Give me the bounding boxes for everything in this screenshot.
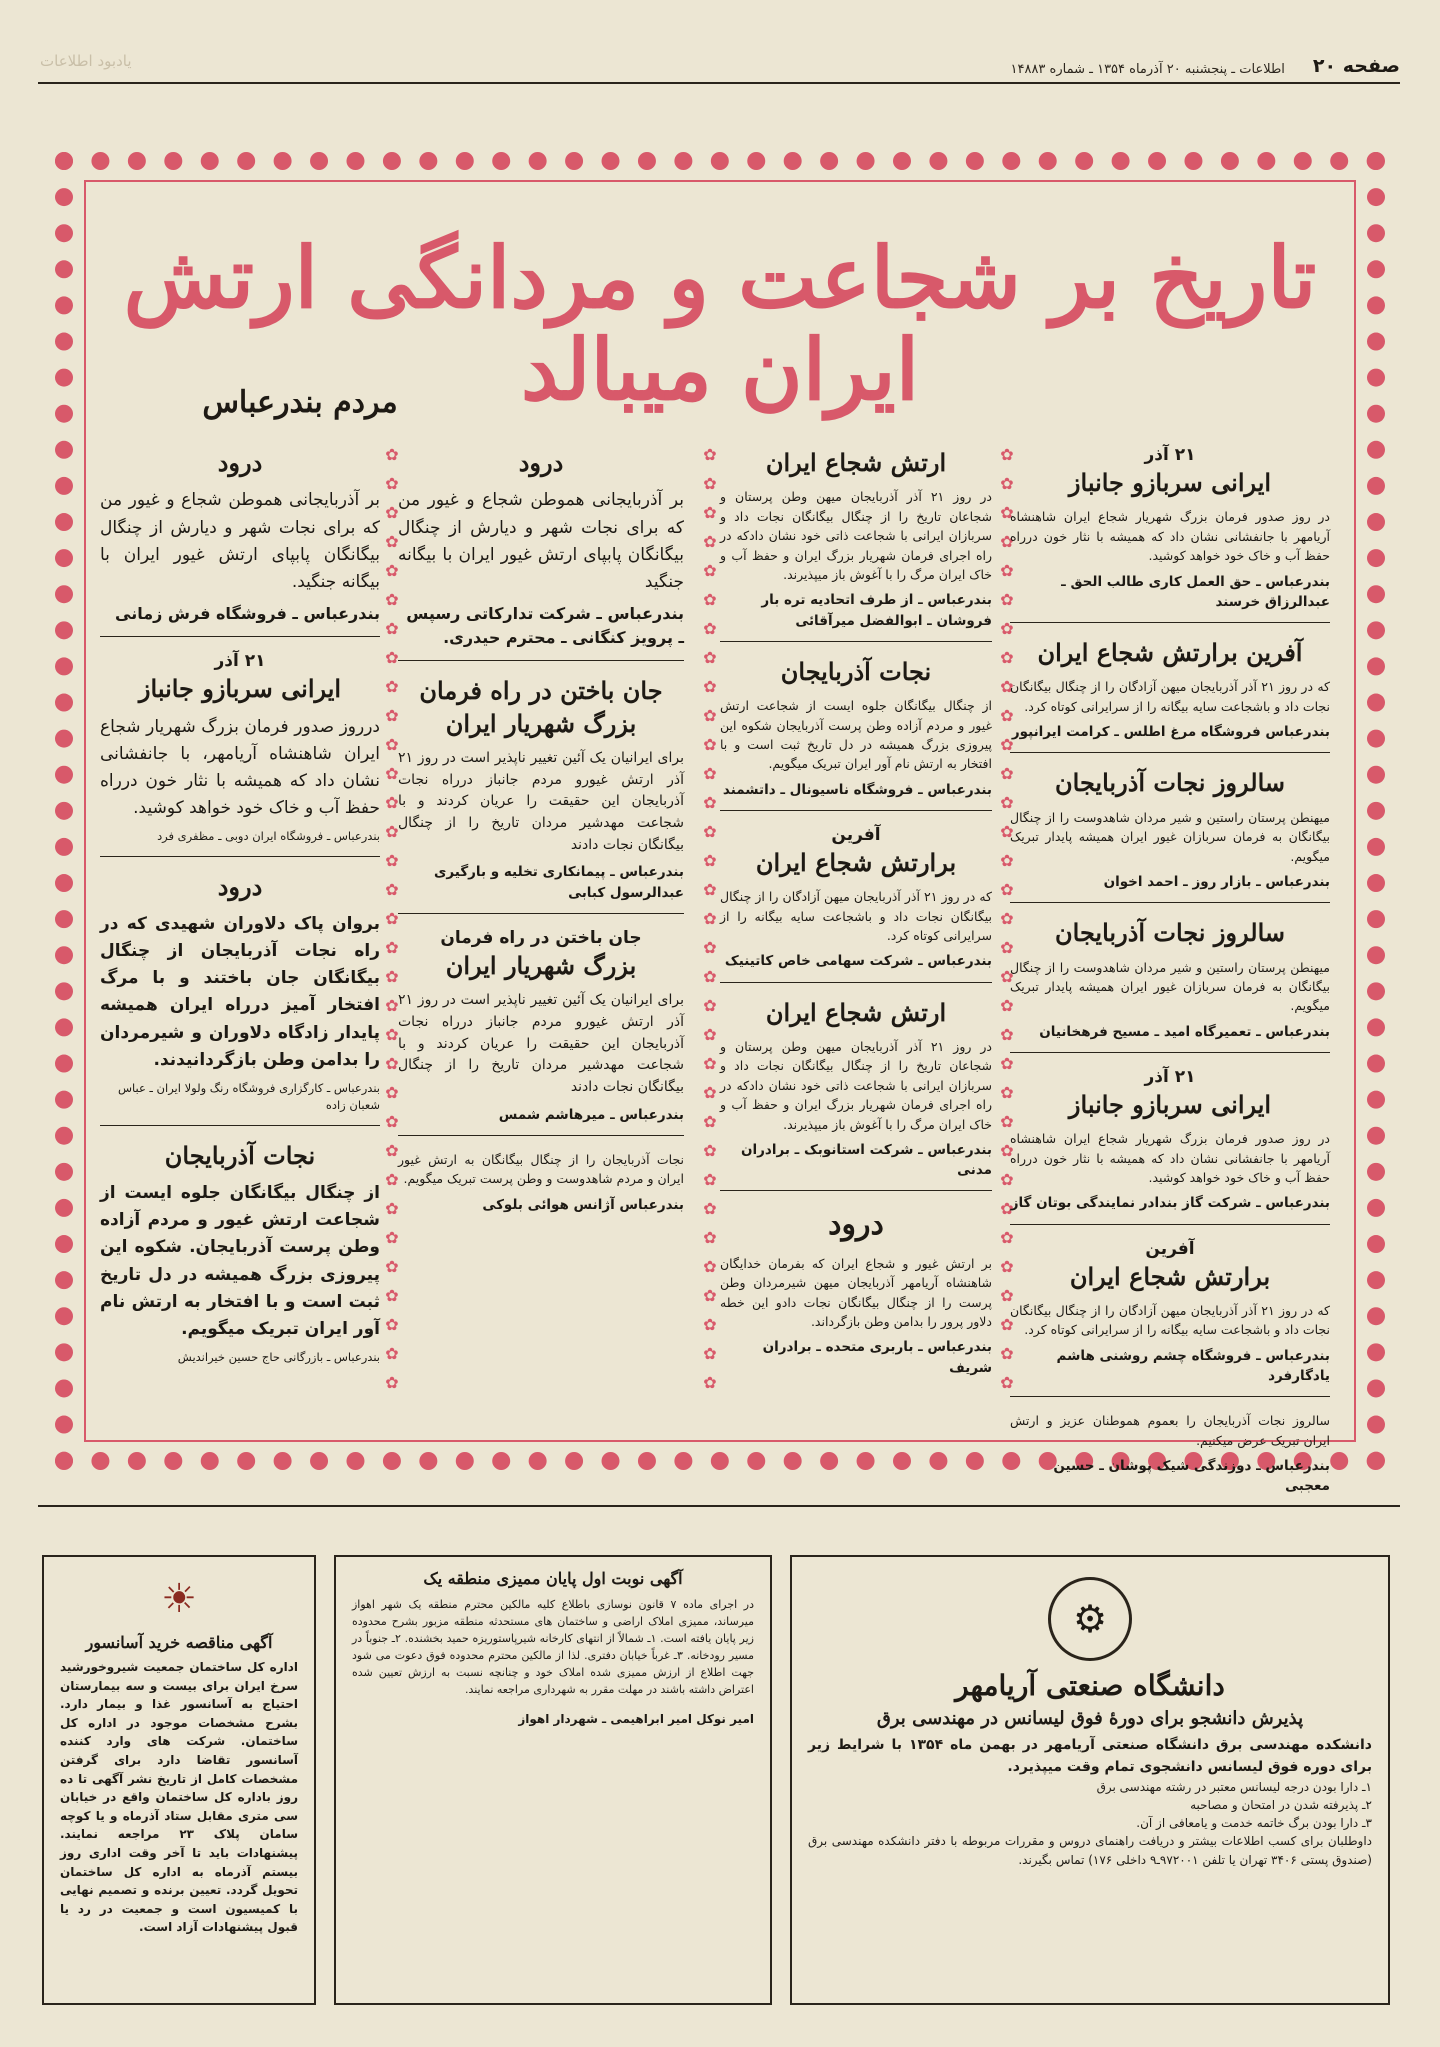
ad-signature: بندرعباس ـ میرهاشم شمس	[498, 1106, 684, 1123]
ad-body: برای ایرانیان یک آئین تغییر ناپذیر است در روز ۲۱ آذر ارتش غیورو مردم جانباز درراه نجات آذربایجان این حقیقت را عریان کردند و با شجاعت مهدشیر مردان تاریخ را از چنگال بیگانگان نجات دادند	[398, 992, 684, 1095]
ad	[398, 1150, 684, 1225]
condition-item: ۳ـ دارا بودن برگ خاتمه خدمت و یامعافی از آن.	[1136, 1816, 1372, 1831]
ad-title: نجات آذربایجان	[164, 1140, 316, 1170]
ad	[100, 447, 380, 637]
ad-body: از چنگال بیگانگان جلوه ایست از شجاعت ارتش غیور و مردم آزاده وطن پرست آذربایجان شکوه این پیروزی بزرگ همیشه در دل تاریخ ثبت است و با افتخار به ارتش نام آور ایران تبریک میگویم.	[720, 698, 992, 772]
ad	[1010, 1239, 1330, 1398]
ad	[1010, 767, 1330, 903]
ad-signature: بندرعباس ـ شرکت گاز بندادر نمایندگی بوتان گاز	[1010, 1195, 1330, 1212]
ad-body: بروان پاک دلاوران شهیدی که در راه نجات آذربایجان از چنگال بیگانگان جان باختند و با مرگ افتخار آمیز درراه ایران همیشه پایدار زادگاه دلاوران و شیرمردان را بدامن وطن بازگردانیدند.	[100, 913, 380, 1070]
ad-title: ایرانی سربازو جانباز	[138, 674, 342, 704]
ad	[1010, 1067, 1330, 1225]
ad-signature: بندرعباس ـ پیمانکاری تخلیه و بارگیری عبدالرسول کبابی	[434, 864, 684, 901]
university-name: دانشگاه صنعتی آریامهر	[955, 1669, 1225, 1702]
ad	[720, 656, 992, 811]
section-divider	[38, 1505, 1400, 1507]
star-separator: ✿ ✿ ✿ ✿ ✿ ✿ ✿ ✿ ✿ ✿ ✿ ✿ ✿ ✿ ✿ ✿ ✿ ✿ ✿ ✿ ✿ ✿ ✿ ✿ ✿ ✿ ✿ ✿ ✿ ✿ ✿ ✿ ✿	[385, 445, 399, 1392]
ad-signature: بندرعباس ـ باربری متحده ـ برادران شریف	[762, 1339, 992, 1376]
ad-title: ارتش شجاع ایران	[765, 997, 947, 1027]
ghost-text: یادبود اطلاعات	[40, 52, 132, 70]
ad-body: نجات آذربایجان را از چنگال بیگانگان به ارتش غیور ایران و مردم شاهدوست و وطن پرست تبریک میگویم.	[398, 1151, 684, 1187]
ad	[720, 997, 992, 1192]
lion-and-sun-icon: ☀	[161, 1576, 197, 1622]
star-separator: ✿ ✿ ✿ ✿ ✿ ✿ ✿ ✿ ✿ ✿ ✿ ✿ ✿ ✿ ✿ ✿ ✿ ✿ ✿ ✿ ✿ ✿ ✿ ✿ ✿ ✿ ✿ ✿ ✿ ✿ ✿ ✿ ✿	[703, 445, 717, 1392]
ad-body: که در روز ۲۱ آذر آذربایجان میهن آزادگان را از چنگال بیگانگان نجات داد و باشجاعت سایه بیگانه را از سرایرانی کوتاه کرد.	[1010, 679, 1330, 714]
ad-title: ایرانی سربازو جانباز	[1068, 1089, 1272, 1119]
ad-signature: بندرعباس ـ حق العمل کاری طالب الحق ـ عبدالرزاق خرسند	[1061, 573, 1330, 610]
ad-pretitle: ۲۱ آذر	[1144, 445, 1196, 465]
ad-signature: بندرعباس آژانس هوائی بلوکی	[482, 1196, 684, 1213]
ad-title: برارتش شجاع ایران	[1069, 1261, 1271, 1291]
ad-body: در روز ۲۱ آذر آذربایجان میهن وطن پرستان و شجاعان تاریخ را از چنگال بیگانگان نجات داد و سربازان ایرانی با شجاعت ذاتی خود نشان دادکه در راه اجرای فرمان شهریار بزرگ ایران و حفظ آب و خاک ایران مرگ را با آغوش باز میپذیرند.	[720, 1039, 992, 1132]
condition-item: ۲ـ پذیرفته شدن در امتحان و مصاحبه	[1190, 1798, 1372, 1813]
ad-body: برای ایرانیان یک آئین تغییر ناپذیر است در روز ۲۱ آذر ارتش غیورو مردم جانباز درراه نجات آذربایجان این حقیقت را عریان کردند و با شجاعت مهدشیر مردان تاریخ را از چنگال بیگانگان نجات دادند	[398, 749, 684, 853]
ad-pretitle: جان باختن در راه فرمان	[440, 927, 642, 948]
ad	[1010, 1411, 1330, 1506]
ad-signature: بندرعباس ـ شرکت سهامی خاص کاتینیک	[724, 953, 992, 970]
people-line: مردم بندرعباس	[202, 385, 398, 420]
ad-signature: بندرعباس ـ تعمیرگاه امید ـ مسیح فرهخانیان	[1039, 1023, 1330, 1040]
tender-title: آگهی مناقصه خرید آسانسور	[85, 1633, 273, 1652]
ad	[720, 1205, 992, 1388]
university-footer: داوطلبان برای کسب اطلاعات بیشتر و دریافت راهنمای دروس و مقررات مربوطه با دفتر دانشکده مهندسی برق (صندوق پستی ۳۴۰۶ تهران یا تلفن ۹۷۲۰۰۱ـ۹ داخلی ۱۷۶) تماس بگیرند.	[808, 1834, 1372, 1867]
ad-title: سالروز نجات آذربایجان	[1055, 768, 1285, 798]
ad-body: بر آذربایجانی هموطن شجاع و غیور من که برای نجات شهر و دیارش از چنگال بیگانگان پابپای ارتش غیور ایران با بیگانه جنگید	[398, 490, 684, 592]
ad	[100, 1140, 380, 1377]
ad	[100, 651, 380, 856]
ad-title: درود	[217, 871, 263, 901]
ad-body: سالروز نجات آذربایجان را بعموم هموطنان عزیز و ارتش ایران تبریک عرض میکنیم.	[1010, 1413, 1330, 1448]
ad-body: از چنگال بیگانگان جلوه ایست از شجاعت ارتش غیور و مردم آزاده وطن پرست آذربایجان. شکوه این پیروزی بزرگ همیشه در دل تاریخ ثبت است و با افتخار به ارتش نام آور ایران تبریک میگویم.	[100, 1182, 380, 1339]
ad-signature: بندرعباس ـ فروشگاه ناسیونال ـ داتشمند	[722, 781, 992, 798]
ad-pretitle: آفرین	[831, 824, 881, 845]
elevator-tender	[42, 1555, 316, 2005]
ad-title: سالروز نجات آذربایجان	[1055, 918, 1285, 948]
issue-info: اطلاعات ـ پنجشنبه ۲۰ آذرماه ۱۳۵۴ ـ شماره ۱۴۸۸۳	[1010, 62, 1285, 77]
notice-title: آگهی نوبت اول پایان ممیزی منطقه یک	[423, 1569, 683, 1588]
page-header	[38, 48, 1400, 84]
ad-pretitle: ۲۱ آذر	[1144, 1066, 1196, 1087]
ad-pretitle: ۲۱ آذر	[214, 651, 266, 672]
ad	[100, 871, 380, 1126]
ad-signature: بندرعباس ـ بازرگانی حاج حسین خیراندیش	[177, 1350, 380, 1365]
ad	[720, 447, 992, 642]
notice-body: در اجرای ماده ۷ قانون نوسازی باطلاع کلیه مالکین محترم منطقه یک شهر اهواز میرساند، ممیزی املاک اراضی و ساختمان های مستحدثه منطقه مزبور بشرح محدوده زیر پایان یافته است. ۱ـ شمالاً از انتهای کارخانه شیرپاستوریزه حمید بخشنده. ۲ـ جنوباً در مسیر رودخانه. ۳ـ غرباً خیابان دفتری. لذا از مالکین محترم محدوده فوق دعوت می شود جهت اطلاع از ارزش ممیزی شده املاک خود و چنانچه نسبت به ارزش تعیین شده اعتراض داشته باشند در مهلت مقرر به شهرداری مراجعه نمایند.	[352, 1598, 754, 1697]
ad-signature: بندرعباس ـ شرکت تدارکاتی رسپس ـ پرویز کنگانی ـ محترم حیدری.	[406, 604, 684, 648]
ad-signature: بندرعباس فروشگاه مرغ اطلس ـ کرامت ایرانپور	[1011, 724, 1330, 741]
condition-item: ۱ـ دارا بودن درجه لیسانس معتبر در رشته مهندسی برق	[1096, 1780, 1372, 1795]
ad-body: در روز ۲۱ آذر آذربایجان میهن وطن پرستان و شجاعان تاریخ را از چنگال بیگانگان نجات داد و سربازان ایرانی با شجاعت ذاتی خود نشان دادکه در راه اجرای فرمان شهریار بزرگ ایران و حفظ آب و خاک ایران مرگ را با آغوش باز میپذیرند.	[720, 489, 992, 582]
headline: تاریخ بر شجاعت و مردانگی ارتش ایران میبالد	[123, 228, 1317, 420]
ad-title: درود	[217, 448, 263, 477]
ad-body: بر ارتش غیور و شجاع ایران که بفرمان خدایگان شاهنشاه آریامهر آذربایجان میهن شیرمردان وطن پرست را از چنگال بیگانگان نجات دادو این خطه دلاور پرور را بدامن وطن بازگرداند.	[720, 1255, 992, 1330]
ad	[1010, 637, 1330, 753]
university-ad	[790, 1555, 1390, 2005]
ad-body: که در روز ۲۱ آذر آذربایجان میهن آزادگان را از چنگال بیگانگان نجات داد و باشجاعت سایه بیگانه را از سرایرانی کوتاه کرد.	[720, 889, 992, 944]
ad	[720, 825, 992, 983]
ad-title: نجات آذربایجان	[780, 656, 932, 686]
ad-body: میهنطن پرستان راستین و شیر مردان شاهدوست را از چنگال بیگانگان به فرمان سربازان غیور ایران همیشه پایدار تبریک میگویم.	[1010, 809, 1330, 864]
ad-body: که در روز ۲۱ آذر آذربایجان میهن آزادگان را از چنگال بیگانگان نجات داد و باشجاعت سایه بیگانه را از سرایرانی کوتاه کرد.	[1010, 1303, 1330, 1338]
ad-body: بر آذربایجانی هموطن شجاع و غیور من که برای نجات شهر و دیارش از چنگال بیگانگان پابپای ارتش غیور ایران با بیگانه جنگید.	[100, 490, 380, 592]
ad-signature: بندرعباس ـ دوزندگی شیک پوشان ـ حسین معجبی	[1053, 1458, 1330, 1495]
university-subtitle: پذیرش دانشجو برای دورهٔ فوق لیسانس در مهندسی برق	[876, 1708, 1304, 1729]
ad-body: در روز صدور فرمان بزرگ شهریار شجاع ایران شاهنشاه آریامهر با جانفشانی نشان داد که همیشه با نثار خون درراه حفظ آب و خاک خود خواهد کوشید.	[1010, 509, 1330, 564]
ad-title: بزرگ شهریار ایران	[445, 950, 637, 980]
university-emblem-icon: ⚙	[1048, 1577, 1132, 1661]
ad-signature: بندرعباس ـ کارگزاری فروشگاه رنگ ولولا ایران ـ عباس شعبان زاده	[118, 1081, 380, 1113]
ad-signature: بندرعباس ـ فروشگاه ایران دوبی ـ مظفری فرد	[157, 829, 380, 844]
notice-signature: امیر نوکل امیر ابراهیمی ـ شهردار اهواز	[518, 1712, 754, 1727]
ad-title: درود	[828, 1207, 884, 1243]
university-conditions	[808, 1778, 1372, 1832]
ad-signature: بندرعباس ـ بازار روز ـ احمد اخوان	[1103, 873, 1330, 890]
page-number: صفحه ۲۰	[1312, 55, 1400, 77]
ad-title: برارتش شجاع ایران	[755, 847, 957, 877]
ad-signature: بندرعباس ـ فروشگاه فرش زمانی	[115, 604, 380, 624]
ad	[398, 675, 684, 914]
university-body: دانشکده مهندسی برق دانشگاه صنعتی آریامهر در بهمن ماه ۱۳۵۴ با شرایط زیر برای دوره فوق لیسانس دانشجوی تمام وقت میپذیرد.	[808, 1737, 1372, 1775]
ad	[1010, 445, 1330, 623]
ad	[1010, 917, 1330, 1053]
ad-title: ارتش شجاع ایران	[765, 448, 947, 477]
ad-body: درروز صدور فرمان بزرگ شهریار شجاع ایران شاهنشاه آریامهر، با جانفشانی نشان داد که همیشه با نثار خون درراه حفظ آب و خاک خود خواهد کوشید.	[100, 716, 380, 819]
tender-body: اداره کل ساختمان جمعیت شیروخورشید سرخ ایران برای بیست و سه بیمارستان احتیاج به آسانسور غذا و بیمار دارد. بشرح مشخصات موجود در اداره کل ساختمان. شرکت های وارد کننده آسانسور تقاضا دارد برای گرفتن مشخصات کامل از تاریخ نشر آگهی تا ده روز باداره کل ساختمان واقع در خیابان سی متری مقابل ستاد آذرماه و یا کوچه سامان پلاک ۲۳ مراجعه نمایند. پیشنهادات باید تا آخر وقت اداری روز بیستم آذرماه به اداره کل ساختمان تحویل گردد. تعیین برنده و تصمیم نهایی با کمیسیون است و جمعیت در رد یا قبول پیشنهادات آزاد است.	[60, 1660, 299, 1935]
ad-body: در روز صدور فرمان بزرگ شهریار شجاع ایران شاهنشاه آریامهر با جانفشانی نشان داد که همیشه با نثار خون درراه حفظ آب و خاک خود خواهد کوشید.	[1010, 1131, 1330, 1186]
ad	[398, 447, 684, 661]
ad-signature: بندرعباس ـ شرکت استانوبک ـ برادران مدنی	[741, 1141, 992, 1179]
star-separator: ✿ ✿ ✿ ✿ ✿ ✿ ✿ ✿ ✿ ✿ ✿ ✿ ✿ ✿ ✿ ✿ ✿ ✿ ✿ ✿ ✿ ✿ ✿ ✿ ✿ ✿ ✿ ✿ ✿ ✿ ✿ ✿ ✿	[1000, 445, 1014, 1392]
municipality-notice	[334, 1555, 772, 2005]
ad-title: آفرین برارتش شجاع ایران	[1037, 638, 1303, 668]
ad-title: جان باختن در راه فرمان بزرگ شهریار ایران	[419, 676, 663, 738]
ad-pretitle: آفرین	[1145, 1238, 1195, 1259]
ad-signature: بندرعباس ـ از طرف اتحادیه تره بار فروشان ـ ابوالفضل میرآقائی	[761, 592, 992, 629]
ad-title: درود	[518, 448, 564, 477]
ad-signature: بندرعباس ـ فروشگاه چشم روشنی هاشم یادگارفرد	[1056, 1347, 1330, 1385]
ad-body: میهنطن پرستان راستین و شیر مردان شاهدوست را از چنگال بیگانگان به فرمان سربازان غیور ایران همیشه پایدار تبریک میگویم.	[1010, 959, 1330, 1014]
ad-title: ایرانی سربازو جانباز	[1068, 468, 1272, 497]
ad	[398, 928, 684, 1136]
